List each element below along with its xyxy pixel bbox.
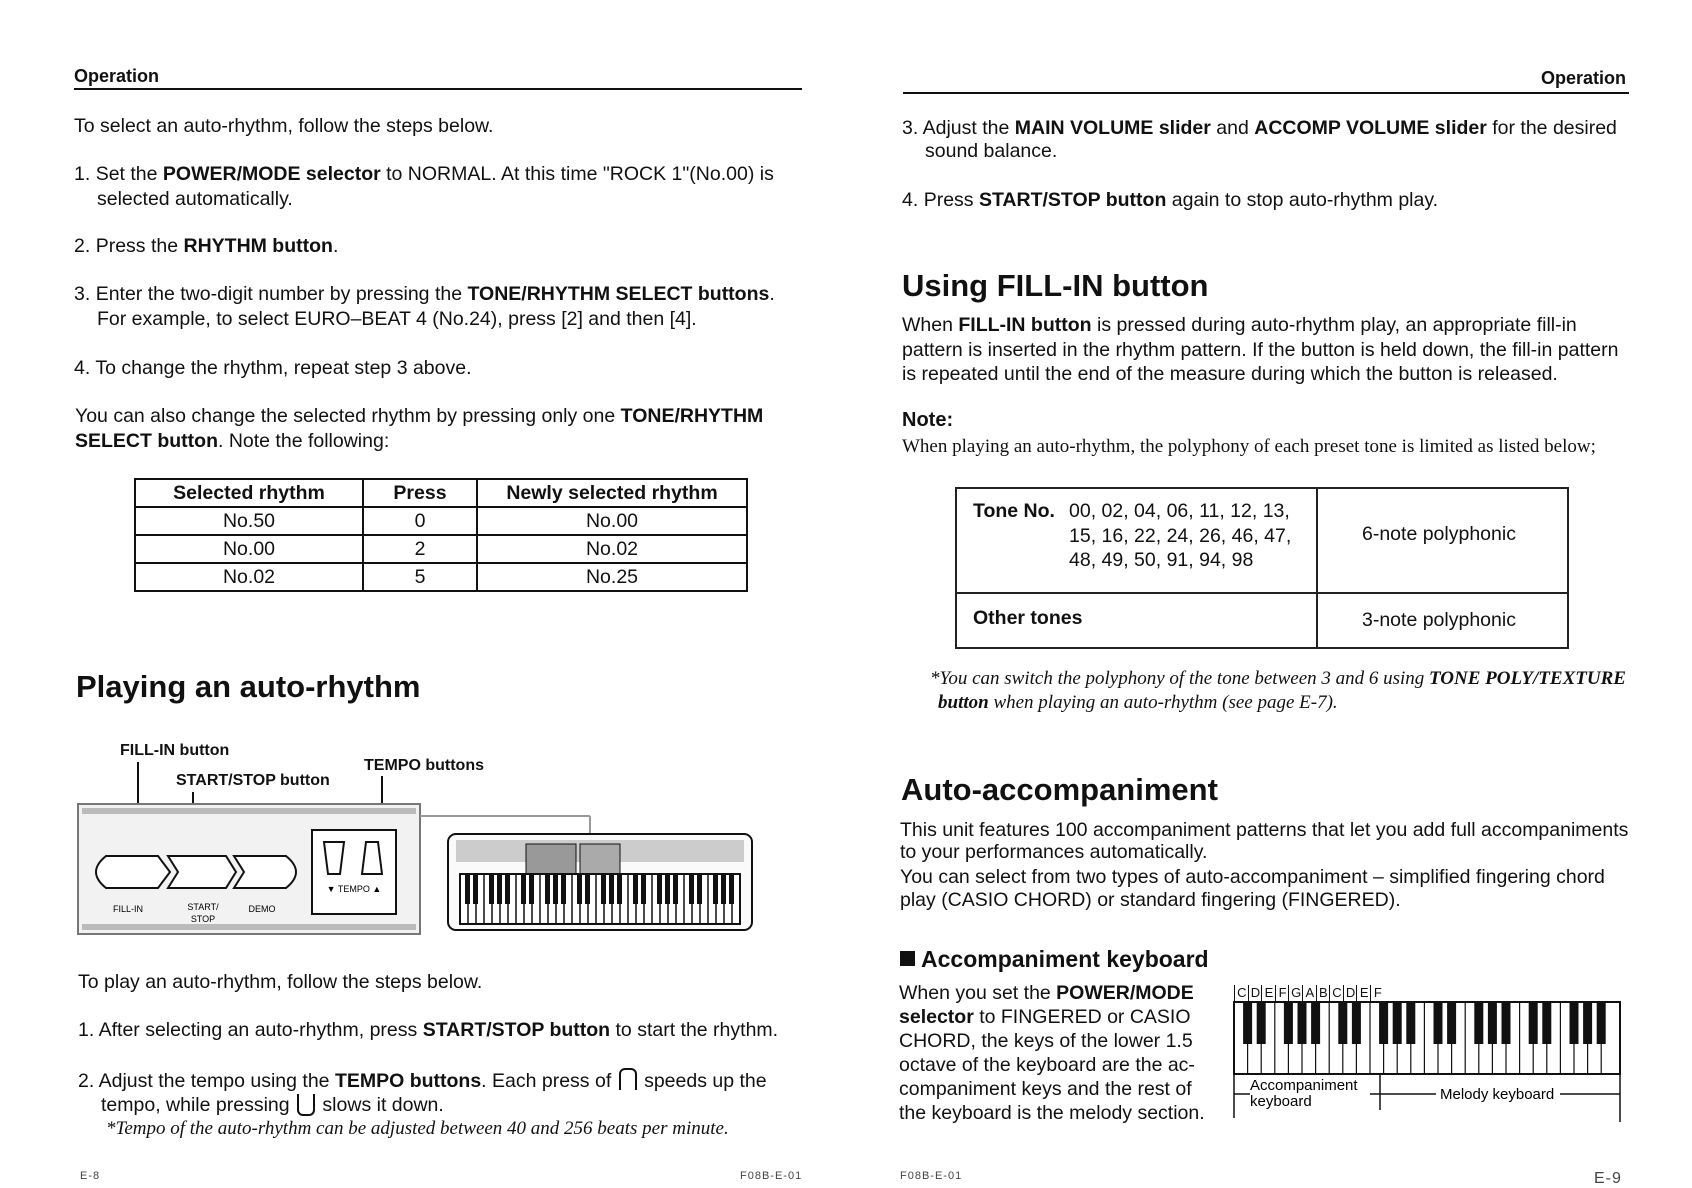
table-cell: No.50 [135, 507, 363, 535]
auto-accomp-title: Auto-accompaniment [901, 772, 1218, 807]
table-row [135, 563, 747, 591]
black-key [1379, 1002, 1388, 1044]
kb-note-letter: E [1261, 985, 1276, 1001]
section-title-playing: Playing an auto-rhythm [76, 669, 421, 704]
tempo-callout: TEMPO buttons [364, 757, 484, 774]
other-tones-label: Other tones [973, 607, 1083, 629]
accomp-line2: to your performances automatically. [900, 841, 1208, 863]
left-footer-code: F08B-E-01 [740, 1170, 803, 1182]
tone-list-line3: 48, 49, 50, 91, 94, 98 [1069, 549, 1254, 571]
kb-note-letter: D [1248, 985, 1263, 1001]
step-1-line2: selected automatically. [97, 188, 293, 210]
kb-note-letter: C [1329, 985, 1344, 1001]
left-header-rule [74, 88, 802, 90]
black-key [1243, 1002, 1252, 1044]
kb-para-line5: companiment keys and the rest of [899, 1078, 1192, 1100]
tone-list-line1: 00, 02, 04, 06, 11, 12, 13, [1069, 500, 1290, 522]
black-key [1488, 1002, 1497, 1044]
accomp-line3: You can select from two types of auto-accompaniment – simplified fingering chord [900, 866, 1605, 888]
square-bullet-icon [900, 951, 915, 966]
kb-note-letter: C [1234, 985, 1249, 1001]
play-step-2: 2. Adjust the tempo using the TEMPO buttons. Each press of speeds up the [78, 1070, 767, 1092]
table-header: Newly selected rhythm [477, 479, 747, 507]
play-step-2-line2: tempo, while pressing slows it down. [101, 1094, 444, 1116]
table-cell: 5 [363, 563, 477, 591]
right-step-4: 4. Press START/STOP button again to stop auto-rhythm play. [902, 189, 1439, 211]
btn-stop-text: STOP [190, 914, 216, 924]
kb-para-line2: selector to FINGERED or CASIO [899, 1006, 1191, 1028]
btn-demo-text: DEMO [248, 904, 276, 914]
step-1: 1. Set the POWER/MODE selector to NORMAL. At this time "ROCK 1"(No.00) is [74, 163, 774, 185]
fill-in-callout: FILL-IN button [120, 742, 230, 759]
btn-fill-text: FILL-IN [112, 904, 144, 914]
fill-para-line1: When FILL-IN button is pressed during auto-rhythm play, an appropriate fill-in [902, 314, 1577, 336]
note-title: Note: [902, 409, 954, 431]
btn-start-text: START/ [187, 902, 219, 912]
black-key [1583, 1002, 1592, 1044]
table-cell: No.00 [135, 535, 363, 563]
right-step-3: 3. Adjust the MAIN VOLUME slider and ACCOMP VOLUME slider for the desired [902, 117, 1617, 139]
polyphony-table [955, 487, 1569, 649]
black-key [1284, 1002, 1293, 1044]
kb-note-letter: G [1288, 985, 1303, 1001]
six-note-text: 6-note polyphonic [1362, 523, 1516, 545]
kb-para-line6: the keyboard is the melody section. [899, 1102, 1205, 1124]
kb-accomp-label: Accompaniment [1250, 1077, 1358, 1094]
black-key [1529, 1002, 1538, 1044]
table-header-row [135, 479, 747, 507]
accomp-line4: play (CASIO CHORD) or standard fingering (FINGERED). [900, 889, 1401, 911]
kb-para-line4: octave of the keyboard are the ac- [899, 1054, 1195, 1076]
black-key [1338, 1002, 1347, 1044]
kb-accomp-label2: keyboard [1250, 1093, 1312, 1110]
table-header: Selected rhythm [135, 479, 363, 507]
kb-melody-label: Melody keyboard [1440, 1086, 1555, 1103]
kb-para-line1: When you set the POWER/MODE [899, 982, 1194, 1004]
tempo-up-icon [619, 1068, 637, 1090]
fill-para-line2: pattern is inserted in the rhythm pattern. If the button is held down, the fill-in pattern [902, 339, 1619, 361]
right-footer-code: F08B-E-01 [900, 1170, 963, 1182]
black-key [1597, 1002, 1606, 1044]
black-key [1474, 1002, 1483, 1044]
keyboard-diagram [76, 760, 756, 940]
poly-note-line2: button when playing an auto-rhythm (see page E-7). [938, 692, 1338, 713]
kb-note-letter: D [1343, 985, 1358, 1001]
table-cell: No.25 [477, 563, 747, 591]
btn-tempo-text: ▼ TEMPO ▲ [326, 884, 382, 894]
accompaniment-keyboard-diagram [1230, 1000, 1626, 1126]
right-header: Operation [1541, 68, 1627, 88]
black-key [1298, 1002, 1307, 1044]
black-key [1257, 1002, 1266, 1044]
kb-note-letter: F [1370, 985, 1385, 1001]
kb-note-letter: E [1356, 985, 1371, 1001]
black-key [1502, 1002, 1511, 1044]
accomp-keyboard-title: Accompaniment keyboard [900, 946, 1209, 973]
step-3-line2: For example, to select EURO–BEAT 4 (No.24), press [2] and then [4]. [97, 308, 697, 330]
right-step-3-line2: sound balance. [925, 140, 1058, 162]
table-cell: 2 [363, 535, 477, 563]
note-text: When playing an auto-rhythm, the polyphony of each preset tone is limited as listed below; [902, 436, 1596, 457]
table-row [135, 507, 747, 535]
accomp-line1: This unit features 100 accompaniment patterns that let you add full accompaniments [900, 819, 1629, 841]
play-intro: To play an auto-rhythm, follow the steps below. [78, 971, 483, 993]
left-header: Operation [74, 66, 160, 86]
table-header: Press [363, 479, 477, 507]
right-header-rule [903, 92, 1629, 94]
black-key [1434, 1002, 1443, 1044]
kb-note-letter: A [1302, 985, 1317, 1001]
black-key [1570, 1002, 1579, 1044]
tone-no-label: Tone No. [973, 500, 1055, 522]
step-2: 2. Press the RHYTHM button. [74, 235, 339, 257]
step-3: 3. Enter the two-digit number by pressing the TONE/RHYTHM SELECT buttons. [74, 283, 775, 305]
kb-note-letter: B [1316, 985, 1331, 1001]
left-page-number: E-8 [80, 1170, 101, 1182]
also-text-line2: SELECT button. Note the following: [75, 430, 390, 452]
black-key [1447, 1002, 1456, 1044]
table-cell: No.02 [477, 535, 747, 563]
tempo-note: *Tempo of the auto-rhythm can be adjusted between 40 and 256 beats per minute. [106, 1118, 729, 1139]
tempo-down-icon [297, 1094, 315, 1116]
fill-in-title: Using FILL-IN button [902, 268, 1209, 303]
black-key [1352, 1002, 1361, 1044]
kb-para-line3: CHORD, the keys of the lower 1.5 [899, 1030, 1193, 1052]
kb-note-letter: F [1275, 985, 1290, 1001]
table-cell: 0 [363, 507, 477, 535]
intro-text: To select an auto-rhythm, follow the steps below. [74, 115, 494, 137]
play-step-1: 1. After selecting an auto-rhythm, press START/STOP button to start the rhythm. [78, 1019, 779, 1041]
step-4: 4. To change the rhythm, repeat step 3 above. [74, 357, 472, 379]
also-text: You can also change the selected rhythm by pressing only one TONE/RHYTHM [75, 405, 764, 427]
rhythm-table [134, 478, 748, 592]
black-key [1542, 1002, 1551, 1044]
start-stop-callout: START/STOP button [176, 772, 330, 789]
right-page-number: E-9 [1594, 1170, 1622, 1187]
poly-note-line1: *You can switch the polyphony of the tone between 3 and 6 using TONE POLY/TEXTURE [930, 668, 1626, 689]
table-cell: No.02 [135, 563, 363, 591]
fill-para-line3: is repeated until the end of the measure during which the button is released. [902, 363, 1558, 385]
three-note-text: 3-note polyphonic [1362, 609, 1516, 631]
tone-list-line2: 15, 16, 22, 24, 26, 46, 47, [1069, 525, 1292, 547]
table-cell: No.00 [477, 507, 747, 535]
black-key [1311, 1002, 1320, 1044]
black-key [1393, 1002, 1402, 1044]
black-key [1406, 1002, 1415, 1044]
table-row [135, 535, 747, 563]
